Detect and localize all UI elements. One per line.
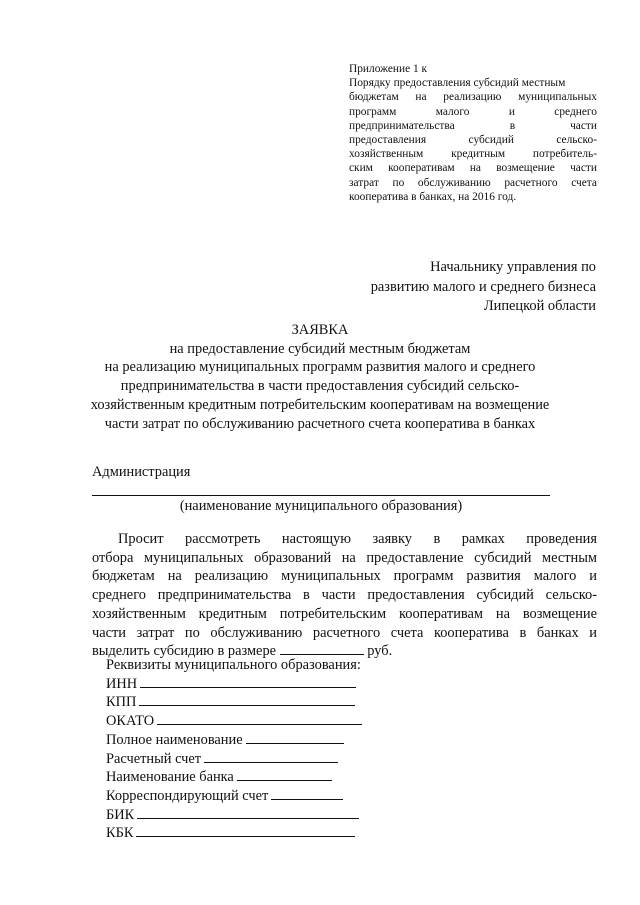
application-title bbox=[60, 321, 580, 433]
okato-field[interactable] bbox=[157, 712, 362, 725]
bank-name-field[interactable] bbox=[237, 768, 332, 781]
requisite-label: Корреспондирующий счет bbox=[106, 787, 269, 804]
inn-field[interactable] bbox=[140, 675, 356, 688]
requisite-row bbox=[106, 768, 362, 787]
request-paragraph bbox=[92, 530, 597, 661]
kbk-field[interactable] bbox=[136, 824, 355, 837]
requisites-block bbox=[106, 656, 362, 843]
annex-line: предпринимательства в части bbox=[349, 119, 597, 132]
administration-label: Администрация bbox=[92, 464, 191, 480]
requisite-label: ОКАТО bbox=[106, 713, 155, 730]
subsidy-prefix: выделить субсидию в размере bbox=[92, 643, 277, 660]
addressee-line: Начальнику управления по bbox=[430, 259, 596, 275]
paragraph-line: отбора муниципальных образований на предоставление субсидий местным bbox=[92, 549, 597, 566]
annex-line: Приложение 1 к bbox=[349, 63, 428, 75]
administration-name-field[interactable] bbox=[92, 495, 550, 496]
administration-hint: (наименование муниципального образования) bbox=[179, 498, 463, 514]
annex-line: Порядку предоставления субсидий местным bbox=[349, 77, 566, 90]
requisite-label: Расчетный счет bbox=[106, 750, 202, 767]
requisite-row bbox=[106, 693, 362, 712]
subsidy-currency: руб. bbox=[367, 643, 393, 660]
requisite-row bbox=[106, 806, 362, 825]
requisite-row bbox=[106, 750, 362, 769]
requisites-heading: Реквизиты муниципального образования: bbox=[106, 657, 361, 673]
annex-note bbox=[349, 62, 597, 204]
annex-line: хозяйственным кредитным потребитель- bbox=[349, 148, 597, 161]
paragraph-line: части затрат по обслуживанию расчетного счета кооператива в банках и bbox=[92, 624, 597, 641]
kpp-field[interactable] bbox=[139, 693, 355, 706]
title-line: на предоставление субсидий местным бюджетам bbox=[169, 340, 471, 357]
requisite-label: Полное наименование bbox=[106, 731, 243, 748]
bik-field[interactable] bbox=[137, 806, 359, 819]
corr-account-field[interactable] bbox=[271, 787, 343, 800]
requisite-row bbox=[106, 675, 362, 694]
title-line: части затрат по обслуживанию расчетного счета кооператива в банках bbox=[104, 415, 536, 432]
requisite-row bbox=[106, 787, 362, 806]
addressee-line: развитию малого и среднего бизнеса bbox=[370, 278, 596, 295]
addressee-line: Липецкой области bbox=[483, 298, 596, 314]
full-name-field[interactable] bbox=[246, 731, 344, 744]
title-line: предпринимательства в части предоставления субсидий сельско- bbox=[120, 378, 520, 395]
requisite-label: БИК bbox=[106, 806, 135, 823]
paragraph-line: бюджетам на реализацию муниципальных программ развития малого и bbox=[92, 568, 597, 585]
annex-line: предоставления субсидий сельско- bbox=[349, 134, 597, 147]
subsidy-amount-field[interactable] bbox=[280, 642, 364, 655]
requisite-label: КБК bbox=[106, 825, 134, 842]
annex-line: программ малого и среднего bbox=[349, 105, 597, 118]
requisite-label: Наименование банка bbox=[106, 769, 234, 786]
requisite-row bbox=[106, 712, 362, 731]
annex-line: кооператива в банках, на 2016 год. bbox=[349, 190, 517, 203]
requisite-label: ИНН bbox=[106, 675, 138, 692]
title-line: хозяйственным кредитным потребительским кооперативам на возмещение bbox=[90, 396, 550, 413]
addressee-block bbox=[296, 258, 596, 317]
account-field[interactable] bbox=[204, 750, 338, 763]
title-line: на реализацию муниципальных программ развития малого и среднего bbox=[104, 359, 536, 376]
paragraph-line: Просит рассмотреть настоящую заявку в рамках проведения bbox=[118, 531, 597, 547]
requisite-row bbox=[106, 824, 362, 843]
title-heading: ЗАЯВКА bbox=[291, 322, 349, 338]
paragraph-line: хозяйственным кредитным потребительским кооперативам на возмещение bbox=[92, 605, 597, 622]
requisite-row bbox=[106, 731, 362, 750]
requisite-label: КПП bbox=[106, 694, 137, 711]
paragraph-line: среднего предпринимательства в части предоставления субсидий сельско- bbox=[92, 587, 597, 604]
annex-line: бюджетам на реализацию муниципальных bbox=[349, 91, 597, 104]
annex-line: ским кооперативам на возмещение части bbox=[349, 162, 597, 175]
annex-line: затрат по обслуживанию расчетного счета bbox=[349, 176, 597, 189]
